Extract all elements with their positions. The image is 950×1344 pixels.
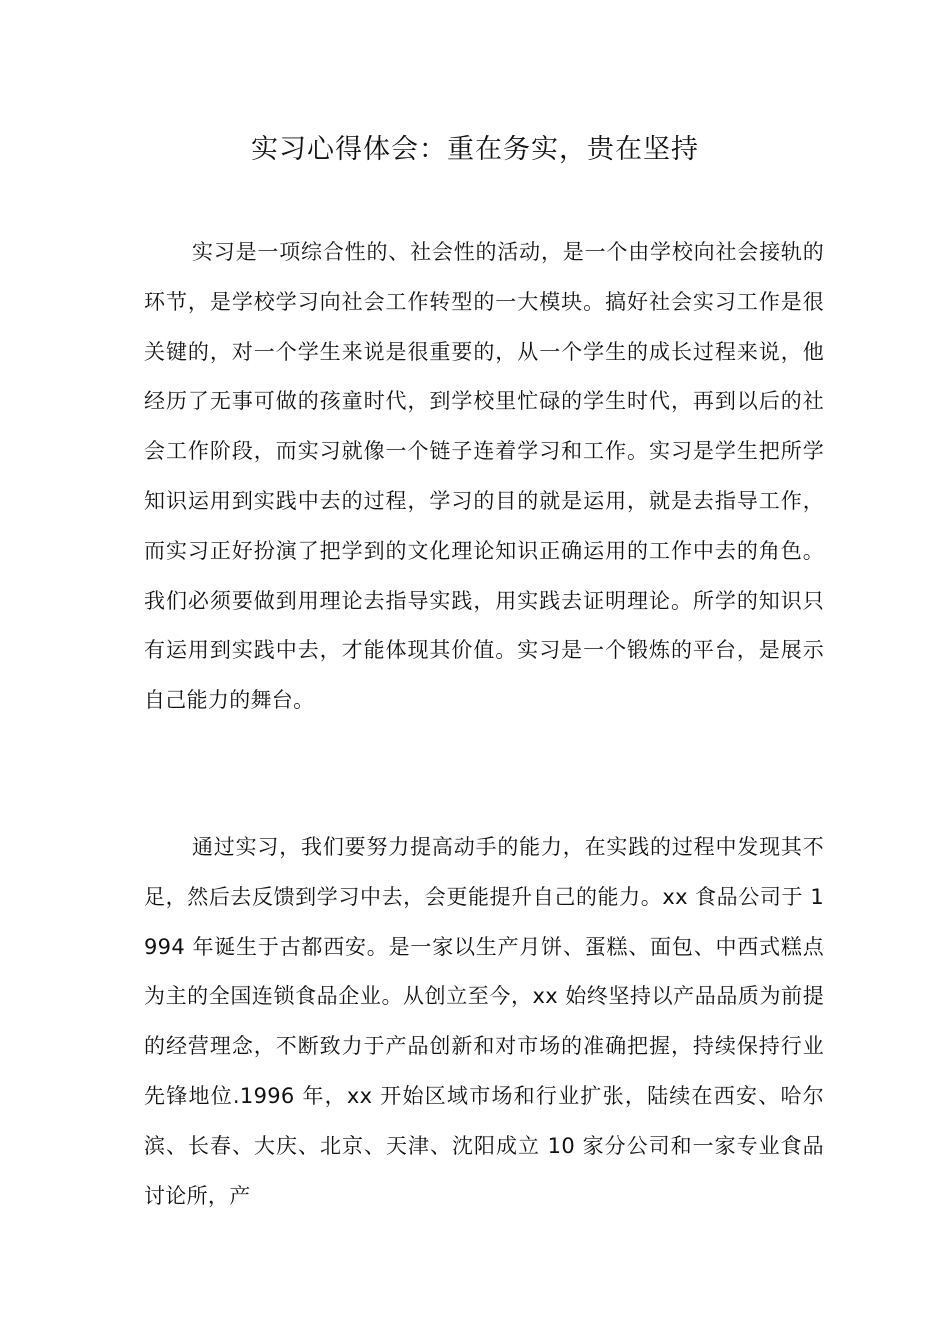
body-paragraph: 通过实习，我们要努力提高动手的能力，在实践的过程中发现其不足，然后去反馈到学习中去，会更能提升自己的能力。xx 食品公司于 1994 年诞生于古都西安。是一家以生产月饼、蛋糕、面包、中西式糕点为主的全国连锁食品企业。从创立至今，xx 始终坚持以产品品质为前提的经营理念，不断致力于产品创新和对市场的准确把握，持续保持行业先锋地位.1996 年，xx 开始区域市场和行业扩张，陆续在西安、哈尔滨、长春、大庆、北京、天津、沈阳成立 10 家分公司和一家专业食品讨论所，产 xyxy=(144,835,824,1208)
body-paragraph: 实习是一项综合性的、社会性的活动，是一个由学校向社会接轨的环节，是学校学习向社会工作转型的一大模块。搞好社会实习工作是很关键的，对一个学生来说是很重要的，从一个学生的成长过程来说，他经历了无事可做的孩童时代，到学校里忙碌的学生时代，再到以后的社会工作阶段，而实习就像一个链子连着学习和工作。实习是学生把所学知识运用到实践中去的过程，学习的目的就是运用，就是去指导工作，而实习正好扮演了把学到的文化理论知识正确运用的工作中去的角色。我们必须要做到用理论去指导实践，用实践去证明理论。所学的知识只有运用到实践中去，才能体现其价值。实习是一个锻炼的平台，是展示自己能力的舞台。 xyxy=(144,240,824,713)
document-title: 实习心得体会：重在务实，贵在坚持 xyxy=(251,134,699,165)
